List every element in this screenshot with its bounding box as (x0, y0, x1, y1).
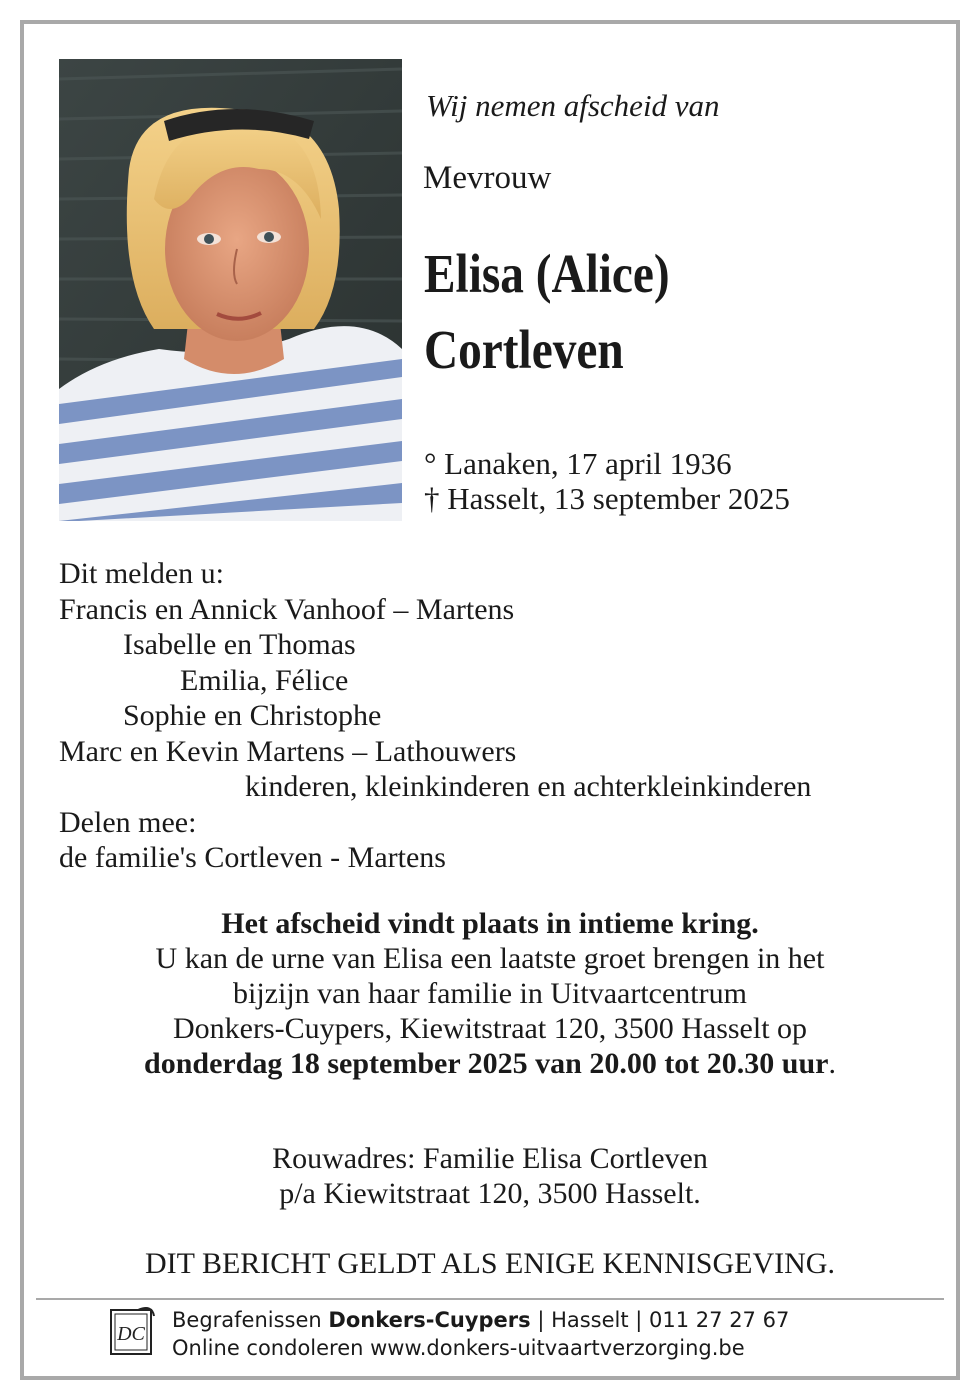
mourning-address (40, 1141, 940, 1211)
family-relation: kinderen, kleinkinderen en achterkleinkinderen (245, 770, 812, 803)
family-line: Francis en Annick Vanhoof – Martens (59, 592, 515, 626)
deceased-name (424, 236, 670, 388)
ceremony-line: bijzijn van haar familie in Uitvaartcentrum (233, 977, 747, 1010)
life-dates (424, 446, 790, 516)
share-line: de familie's Cortleven - Martens (59, 841, 446, 874)
family-list (59, 556, 811, 876)
footer-info (172, 1306, 789, 1362)
name-line-2: Cortleven (424, 319, 624, 380)
ceremony-line: U kan de urne van Elisa een laatste groet brengen in het (155, 942, 825, 975)
name-line-1: Elisa (Alice) (424, 243, 670, 304)
death-date: † Hasselt, 13 september 2025 (424, 481, 790, 516)
family-line: Emilia, Félice (180, 663, 349, 697)
ceremony-info (40, 906, 940, 1081)
family-heading: Dit melden u: (59, 557, 224, 590)
notice-statement: DIT BERICHT GELDT ALS ENIGE KENNISGEVING. (145, 1247, 835, 1280)
footer-prefix: Begrafenissen (172, 1308, 322, 1332)
intro-text: Wij nemen afscheid van (426, 88, 720, 123)
share-heading: Delen mee: (59, 805, 197, 839)
address-line: Rouwadres: Familie Elisa Cortleven (272, 1142, 708, 1175)
birth-date: ° Lanaken, 17 april 1936 (424, 446, 732, 481)
family-line: Marc en Kevin Martens – Lathouwers (59, 734, 517, 768)
ceremony-datetime: donderdag 18 september 2025 van 20.00 tot 20.30 uur (144, 1047, 829, 1080)
family-line: Isabelle en Thomas (123, 628, 356, 661)
ceremony-heading: Het afscheid vindt plaats in intieme kring. (221, 907, 759, 940)
funeral-home-logo (108, 1306, 156, 1358)
ceremony-period: . (828, 1047, 836, 1080)
footer-divider (36, 1298, 944, 1300)
logo-monogram: DC (117, 1323, 145, 1345)
footer-line-1 (172, 1306, 789, 1334)
honorific: Mevrouw (423, 160, 552, 196)
ceremony-datetime-line (40, 1046, 940, 1081)
footer-line-2: Online condoleren www.donkers-uitvaartverzorging.be (172, 1336, 745, 1360)
footer-contact: | Hasselt | 011 27 27 67 (537, 1308, 790, 1332)
address-line: p/a Kiewitstraat 120, 3500 Hasselt. (279, 1177, 701, 1210)
portrait-photo (59, 59, 402, 521)
company-name: Donkers-Cuypers (328, 1308, 531, 1332)
ceremony-line: Donkers-Cuypers, Kiewitstraat 120, 3500 Hasselt op (172, 1012, 808, 1045)
family-line: Sophie en Christophe (123, 699, 382, 732)
